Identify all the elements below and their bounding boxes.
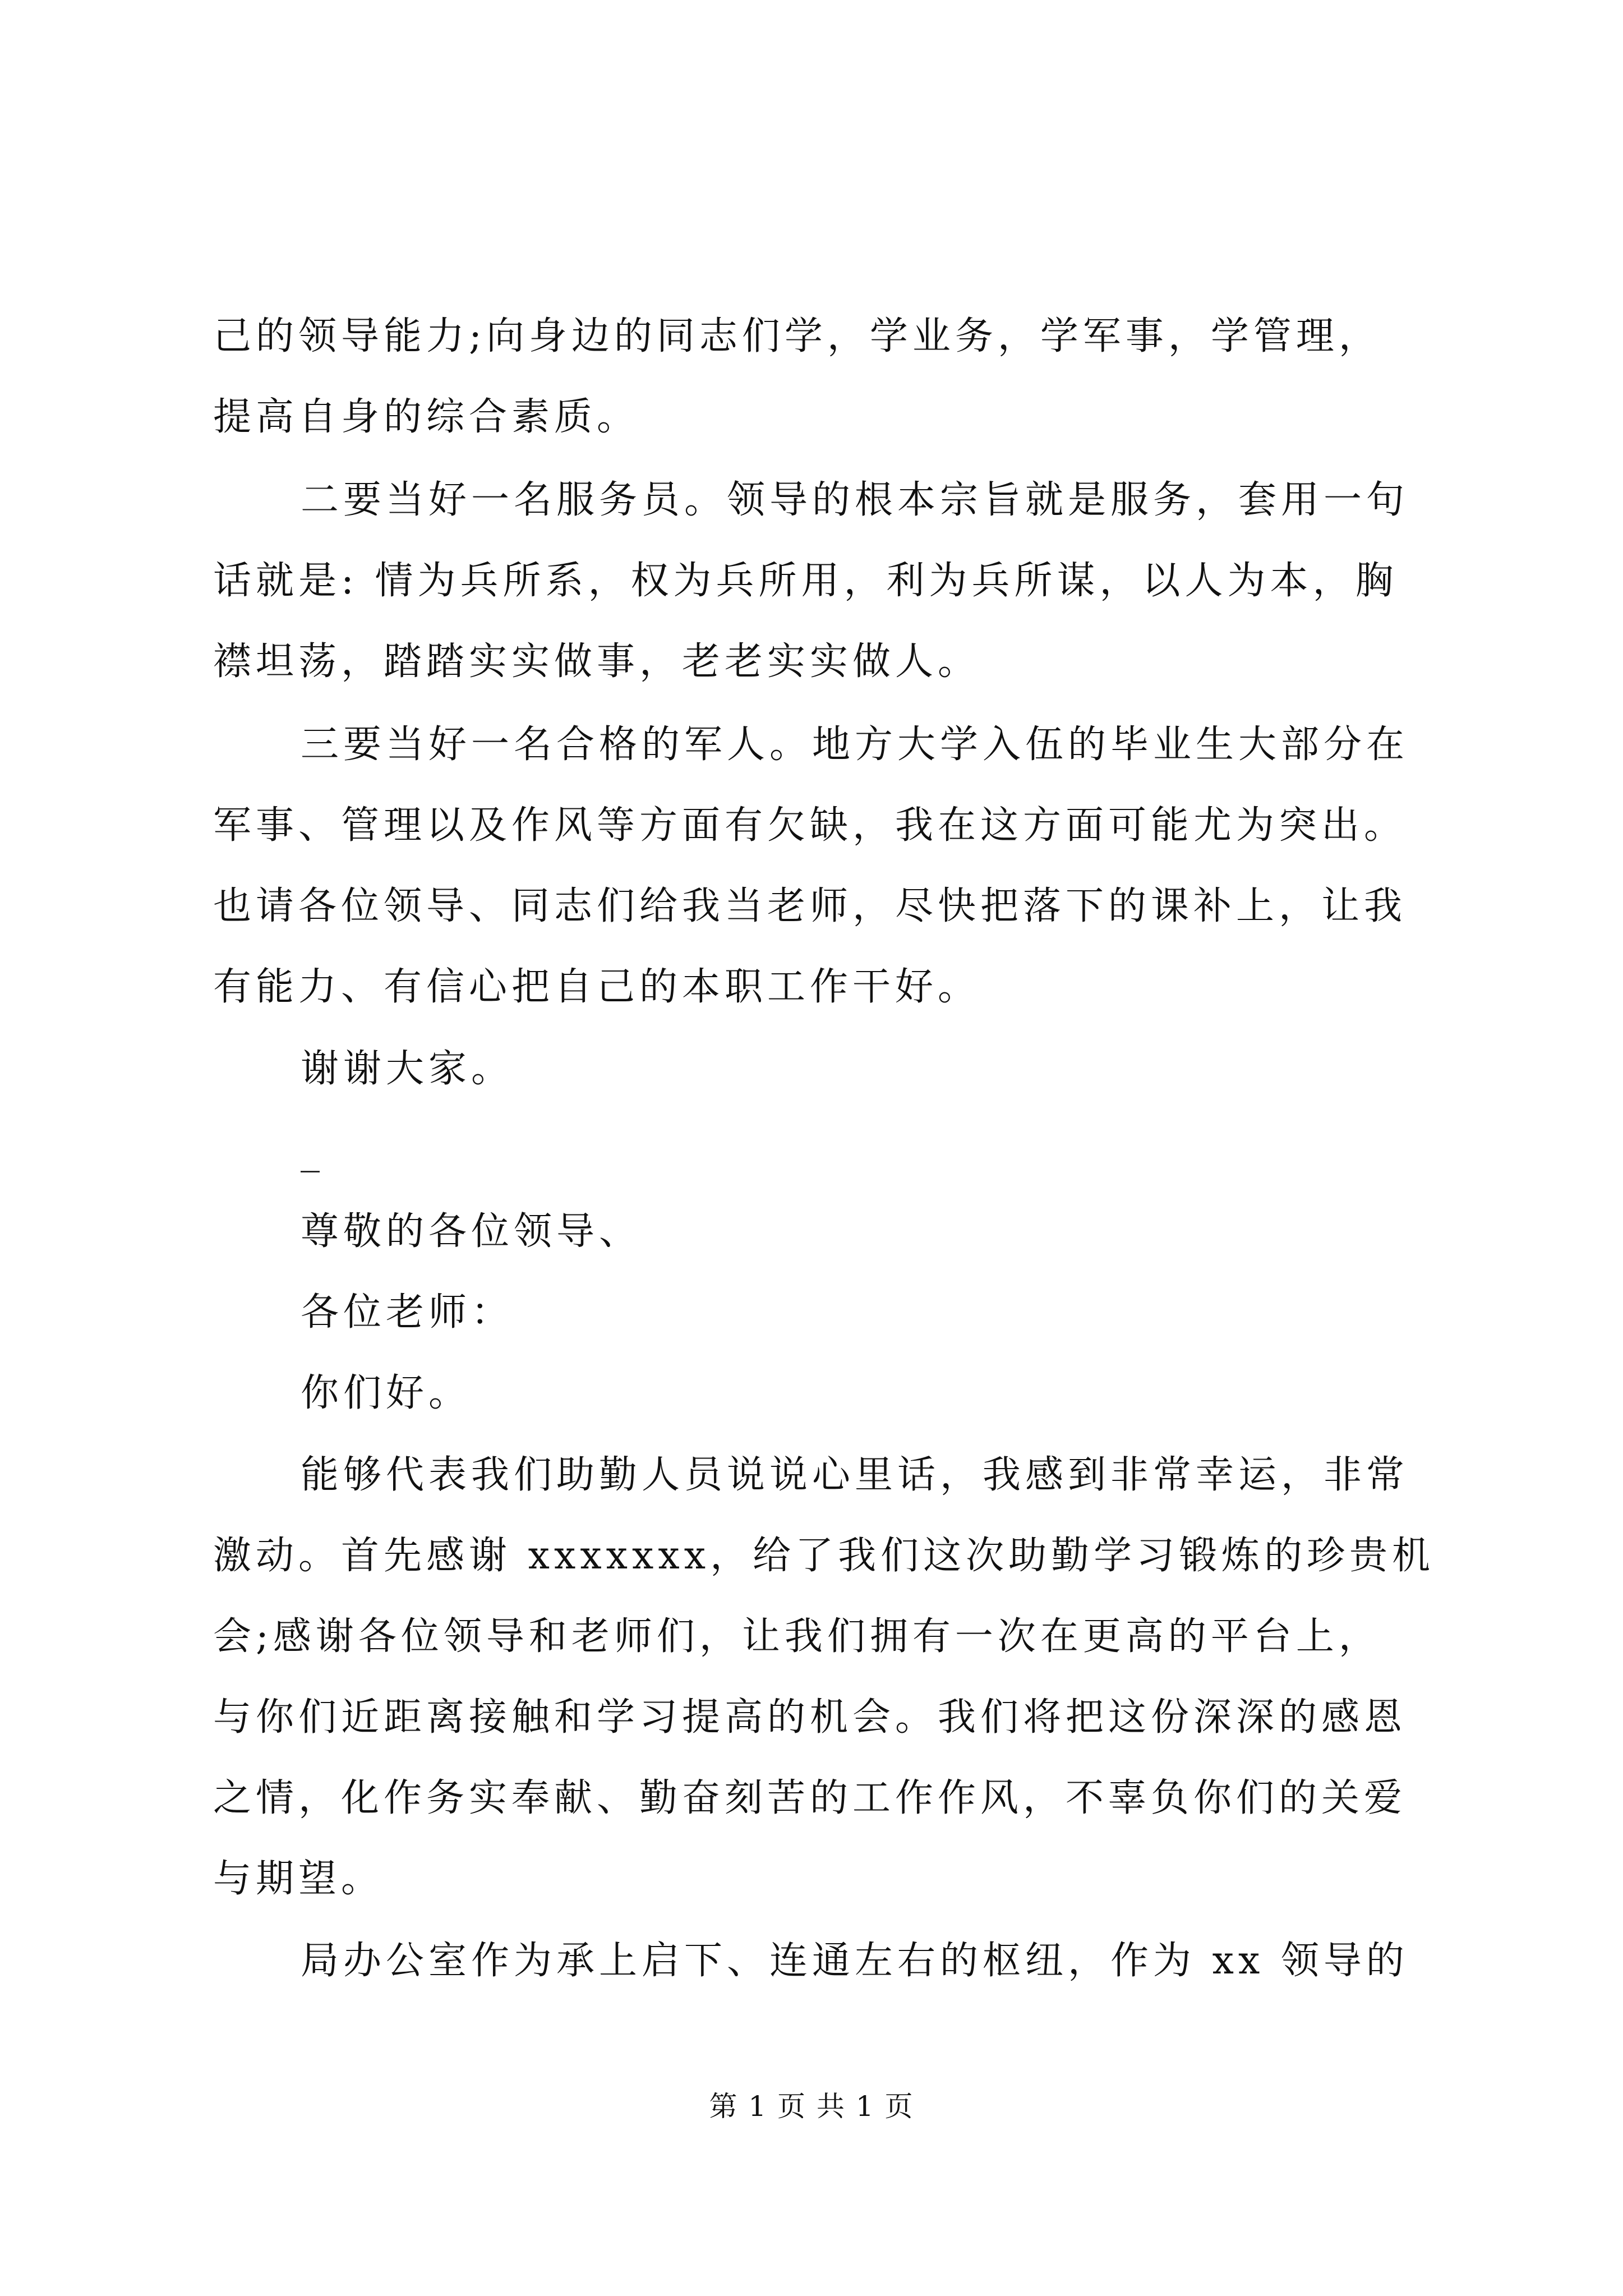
body-line-16: 局办公室作为承上启下、连通左右的枢纽，作为 xx 领导的: [301, 1939, 1409, 1983]
body-line-13: 与你们近距离接触和学习提高的机会。我们将把这份深深的感恩: [213, 1695, 1407, 1740]
body-line-6: 三要当好一名合格的军人。地方大学入伍的毕业生大部分在: [301, 723, 1409, 767]
body-line-1: 己的领导能力;向身边的同志们学，学业务，学军事，学管理，: [213, 314, 1381, 358]
body-line-3: 二要当好一名服务员。领导的根本宗旨就是服务，套用一句: [301, 478, 1409, 522]
body-line-10: 能够代表我们助勤人员说说心里话，我感到非常幸运，非常: [301, 1453, 1409, 1497]
greeting-line: 你们好。: [301, 1371, 472, 1415]
page-footer: 第 1 页 共 1 页: [709, 2090, 914, 2123]
body-line-9: 有能力、有信心把自己的本职工作干好。: [213, 965, 981, 1009]
separator-mark: _: [301, 1129, 324, 1173]
body-line-12: 会;感谢各位领导和老师们，让我们拥有一次在更高的平台上，: [213, 1614, 1381, 1659]
body-line-14: 之情，化作务实奉献、勤奋刻苦的工作作风，不辜负你们的关爱: [213, 1776, 1407, 1820]
body-line-2: 提高自身的综合素质。: [213, 395, 640, 439]
salutation-line-1: 尊敬的各位领导、: [301, 1209, 642, 1254]
salutation-line-2: 各位老师：: [301, 1290, 514, 1335]
body-line-15: 与期望。: [213, 1857, 384, 1901]
closing-line: 谢谢大家。: [301, 1047, 514, 1091]
body-line-11: 激动。首先感谢 xxxxxxx，给了我们这次助勤学习锻炼的珍贵机: [213, 1534, 1435, 1578]
body-line-7: 军事、管理以及作风等方面有欠缺，我在这方面可能尤为突出。: [213, 803, 1407, 848]
body-line-8: 也请各位领导、同志们给我当老师，尽快把落下的课补上，让我: [213, 884, 1407, 928]
body-line-5: 襟坦荡，踏踏实实做事，老老实实做人。: [213, 639, 981, 684]
body-line-4: 话就是: 情为兵所系，权为兵所用，利为兵所谋，以人为本，胸: [213, 559, 1398, 603]
